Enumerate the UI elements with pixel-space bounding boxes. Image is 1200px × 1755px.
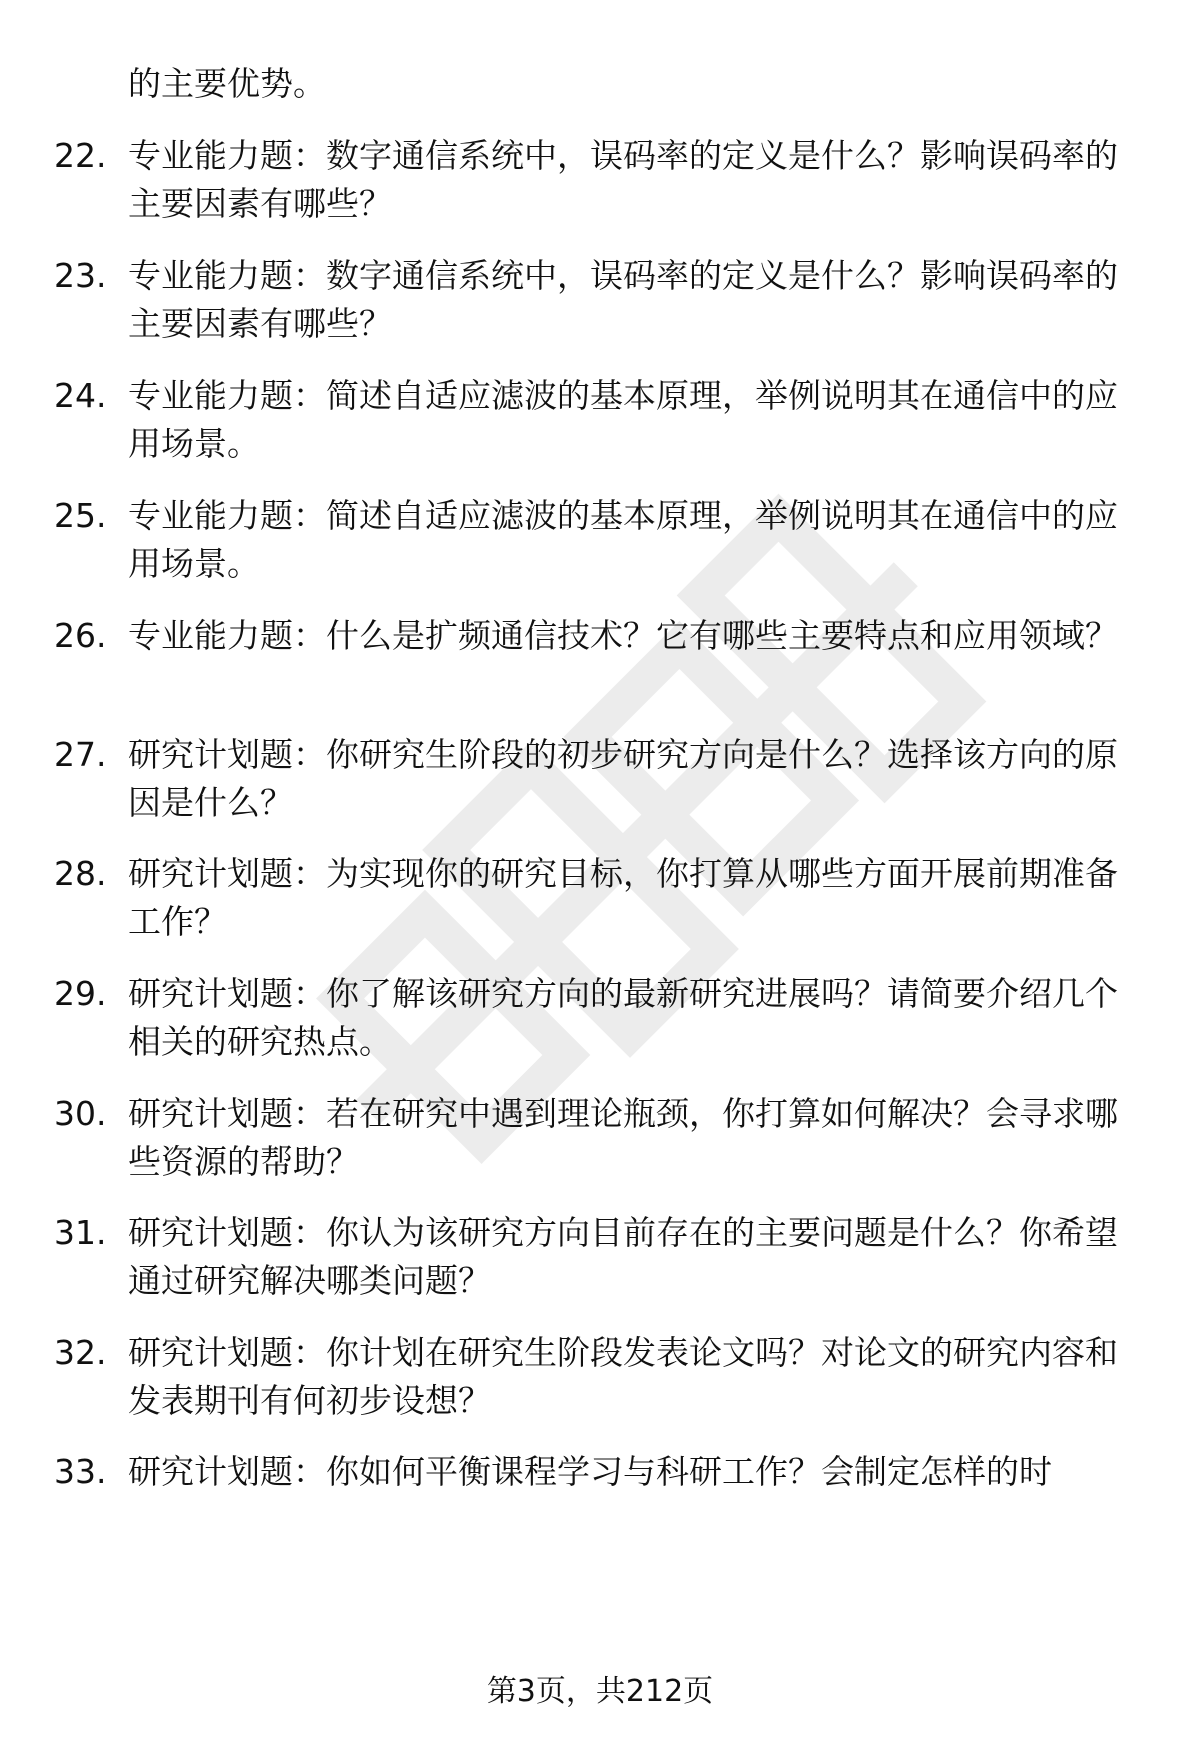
item-text: 专业能力题：数字通信系统中，误码率的定义是什么？影响误码率的主要因素有哪些？ bbox=[128, 256, 1118, 343]
item-number: 25. bbox=[54, 496, 107, 535]
item-number: 31. bbox=[54, 1213, 107, 1252]
item-text: 专业能力题：简述自适应滤波的基本原理，举例说明其在通信中的应用场景。 bbox=[128, 496, 1118, 583]
item-number: 30. bbox=[54, 1094, 107, 1133]
continuation-text: 的主要优势。 bbox=[128, 64, 326, 103]
item-number: 33. bbox=[54, 1452, 107, 1491]
item-text: 研究计划题：你如何平衡课程学习与科研工作？会制定怎样的时 bbox=[128, 1452, 1052, 1491]
item-number: 26. bbox=[54, 616, 107, 655]
item-text: 研究计划题：若在研究中遇到理论瓶颈，你打算如何解决？会寻求哪些资源的帮助？ bbox=[128, 1094, 1118, 1181]
item-text: 研究计划题：你计划在研究生阶段发表论文吗？对论文的研究内容和发表期刊有何初步设想？ bbox=[128, 1333, 1118, 1420]
item-text: 研究计划题：为实现你的研究目标，你打算从哪些方面开展前期准备工作？ bbox=[128, 854, 1118, 941]
item-number: 23. bbox=[54, 256, 107, 295]
item-text: 专业能力题：什么是扩频通信技术？它有哪些主要特点和应用领域？ bbox=[128, 616, 1118, 655]
item-number: 32. bbox=[54, 1333, 107, 1372]
item-text: 研究计划题：你认为该研究方向目前存在的主要问题是什么？你希望通过研究解决哪类问题？ bbox=[128, 1213, 1118, 1300]
item-text: 研究计划题：你研究生阶段的初步研究方向是什么？选择该方向的原因是什么？ bbox=[128, 735, 1118, 822]
item-text: 专业能力题：简述自适应滤波的基本原理，举例说明其在通信中的应用场景。 bbox=[128, 376, 1118, 463]
item-number: 29. bbox=[54, 974, 107, 1013]
page-number: 第3页，共212页 bbox=[486, 1674, 714, 1709]
item-number: 27. bbox=[54, 735, 107, 774]
item-number: 28. bbox=[54, 854, 107, 893]
item-number: 22. bbox=[54, 136, 107, 175]
item-text: 专业能力题：数字通信系统中，误码率的定义是什么？影响误码率的主要因素有哪些？ bbox=[128, 136, 1118, 223]
item-text: 研究计划题：你了解该研究方向的最新研究进展吗？请简要介绍几个相关的研究热点。 bbox=[128, 974, 1118, 1061]
item-number: 24. bbox=[54, 376, 107, 415]
